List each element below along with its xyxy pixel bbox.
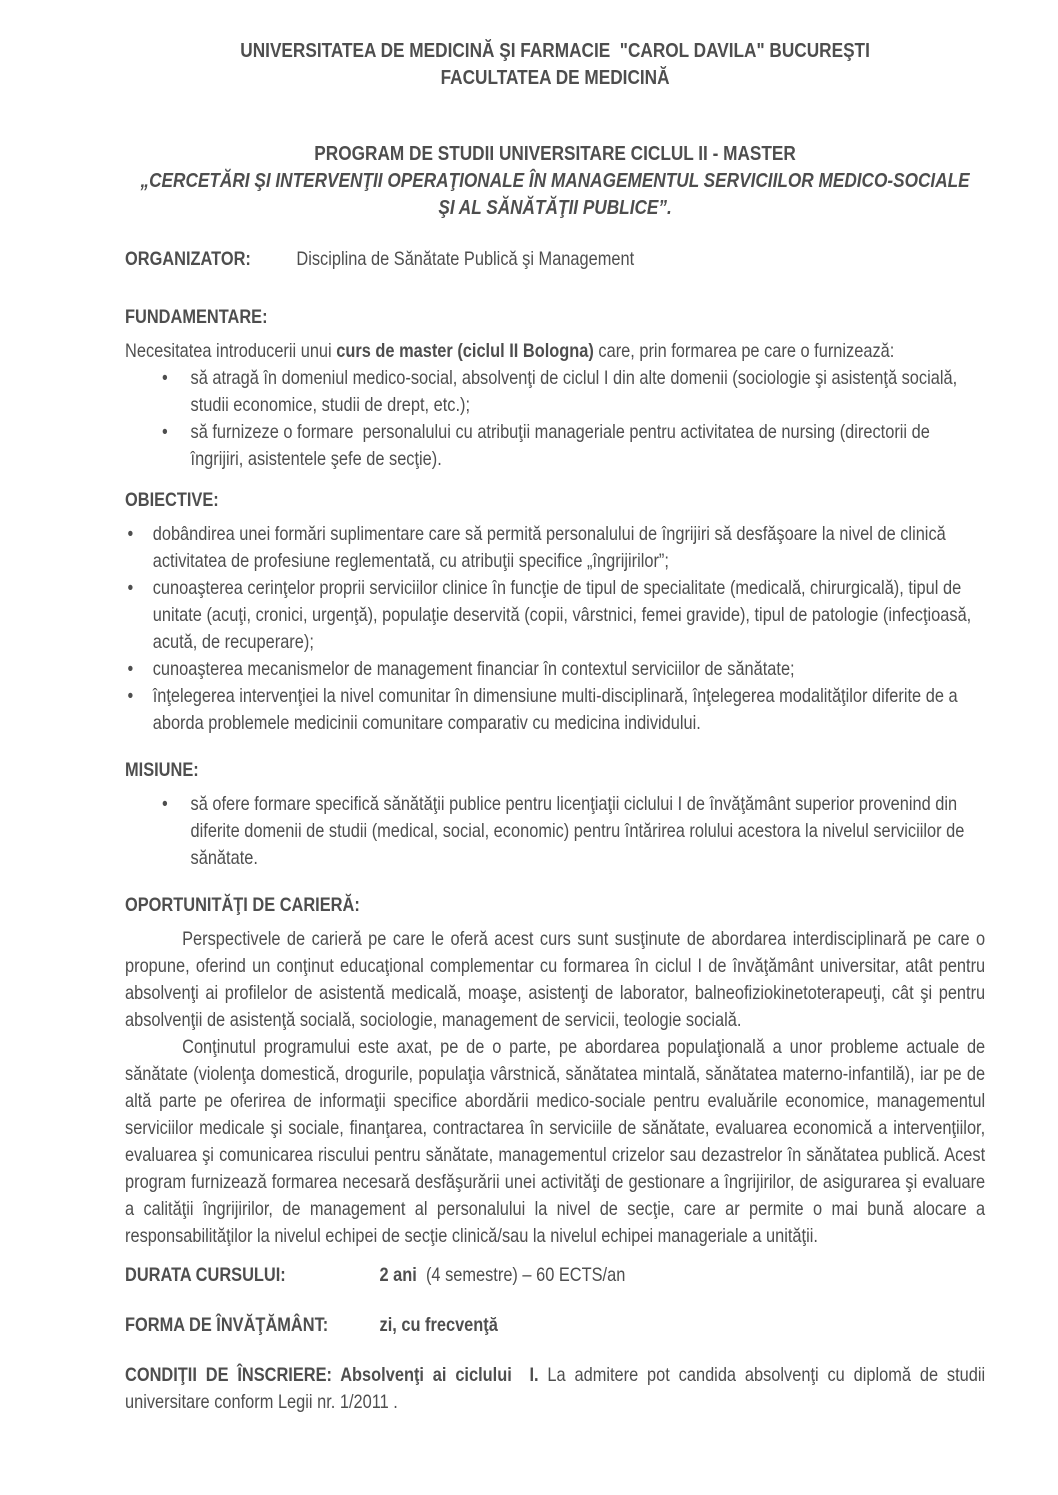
bullet-item bbox=[125, 791, 985, 872]
organizer-label: ORGANIZATOR: bbox=[125, 248, 251, 270]
study-form-value: zi, cu frecvenţă bbox=[379, 1314, 498, 1336]
misiune-list bbox=[125, 791, 985, 872]
enrollment-conditions-bold: CONDIŢII DE ÎNSCRIERE: Absolvenţi ai ciclului I. bbox=[125, 1364, 539, 1386]
bullet-icon: • bbox=[161, 793, 168, 815]
career-heading: OPORTUNITĂŢI DE CARIERĂ: bbox=[125, 894, 360, 916]
bullet-text: înţelegerea intervenţiei la nivel comunitar în dimensiune multi-disciplinară, înţelegerea modalităţilor diferite de a aborda problemele medicinii comunitare comparativ cu medicina individului. bbox=[152, 685, 963, 734]
bullet-icon: • bbox=[161, 367, 168, 389]
fundamentare-list bbox=[125, 365, 985, 473]
bullet-text: să furnizeze o formare personalului cu atribuţii manageriale pentru activitatea de nursing (directorii de îngrijiri, asistentele şefe de secţie). bbox=[190, 421, 935, 470]
misiune-heading: MISIUNE: bbox=[125, 759, 199, 781]
fundamentare-intro bbox=[125, 338, 985, 365]
fundamentare-intro-end: care, prin formarea pe care o furnizează: bbox=[593, 340, 895, 362]
program-name-line-1: „CERCETĂRI ŞI INTERVENŢII OPERAŢIONALE ÎN MANAGEMENTUL SERVICIILOR MEDICO-SOCIALE bbox=[140, 169, 970, 192]
duration-value-rest: (4 semestre) – 60 ECTS/an bbox=[416, 1264, 626, 1286]
document-header bbox=[125, 0, 985, 91]
bullet-text: cunoaşterea cerinţelor proprii serviciilor clinice în funcţie de tipul de specialitate (medicală, chirurgicală), tipul de unitate (acuţi, cronici, urgenţă), populaţie deservită (copii, vârstnici, femei gravide), tipul de patologie (infecţioasă, acută, de recuperare); bbox=[152, 577, 976, 653]
bullet-icon: • bbox=[127, 577, 134, 599]
study-form-row bbox=[125, 1312, 985, 1339]
document-content bbox=[125, 0, 990, 1416]
career-paragraphs bbox=[125, 926, 990, 1250]
bullet-item bbox=[125, 575, 985, 656]
study-form-label: FORMA DE ÎNVĂŢĂMÂNT: bbox=[125, 1314, 329, 1336]
obiective-heading: OBIECTIVE: bbox=[125, 489, 219, 511]
bullet-icon: • bbox=[127, 523, 134, 545]
bullet-icon: • bbox=[127, 658, 134, 680]
faculty-title: FACULTATEA DE MEDICINĂ bbox=[440, 66, 670, 89]
bullet-text: dobândirea unei formări suplimentare care să permită personalului de îngrijiri să desfăşoare la nivel de clinică activitatea de profesiune reglementată, cu atribuţii specifice „îngrijirilor”; bbox=[152, 523, 951, 572]
duration-value-bold: 2 ani bbox=[379, 1264, 417, 1286]
program-name-line-2: ŞI AL SĂNĂTĂŢII PUBLICE”. bbox=[438, 196, 672, 219]
enrollment-conditions bbox=[125, 1362, 990, 1416]
bullet-item bbox=[125, 419, 985, 473]
bullet-item bbox=[125, 656, 985, 683]
fundamentare-intro-bold: curs de master (ciclul II Bologna) bbox=[336, 340, 594, 362]
career-paragraph: Perspectivele de carieră pe care le oferă acest curs sunt susţinute de abordarea interdisciplinară pe care o propune, oferind un conţinut educaţional complementar cu formarea în ciclul I de învăţământ universitar, atât pentru absolvenţi ai profilelor de asistentă medicală, moaşe, asistenţi de laborator, balneofiziokinetoterapeuţi, cât şi pentru absolvenţii de asistenţă socială, sociologie, management de servicii, teologie socială. bbox=[125, 928, 990, 1031]
career-paragraph: Conţinutul programului este axat, pe de o parte, pe abordarea populaţională a unor probleme actuale de sănătate (violenţa domestică, drogurile, populaţia vârstnică, sănătatea mintală, sănătatea materno-infantilă), iar pe de altă parte pe oferirea de informaţii specifice abordării medico-sociale pentru evaluările economice, managementul serviciilor medicale şi sociale, finanţarea, contractarea în serviciile de sănătate, evaluarea economică a intervenţiilor, evaluarea şi comunicarea riscului pentru sănătate, managementul crizelor sau dezastrelor în sănătatea publică. Acest program furnizează formarea necesară desfăşurării unei activităţi de gestionare a îngrijirilor, de asigurarea şi evaluare a calităţii îngrijirilor, de management al personalului la nivel de secţie, care ar permite o mai bună alocare a responsabilităţilor la nivelul echipei de secţie clinică/sau la nivelul echipei manageriale a unităţii. bbox=[125, 1036, 990, 1247]
university-title: UNIVERSITATEA DE MEDICINĂ ŞI FARMACIE "CAROL DAVILA" BUCUREŞTI bbox=[240, 39, 870, 62]
duration-label: DURATA CURSULUI: bbox=[125, 1264, 286, 1286]
bullet-text: să atragă în domeniul medico-social, absolvenţi de ciclul I din alte domenii (sociologie şi asistenţă socială, studii economice, studii de drept, etc.); bbox=[190, 367, 962, 416]
program-title-block bbox=[125, 140, 985, 221]
enrollment-conditions-text: La admitere pot candida absolvenţi cu diplomă de studii universitare conform Legii nr. 1/2011 . bbox=[125, 1364, 990, 1413]
bullet-item bbox=[125, 683, 985, 737]
bullet-item bbox=[125, 365, 985, 419]
obiective-list bbox=[125, 521, 985, 737]
fundamentare-heading: FUNDAMENTARE: bbox=[125, 306, 268, 328]
bullet-icon: • bbox=[161, 421, 168, 443]
bullet-text: cunoaşterea mecanismelor de management financiar în contextul serviciilor de sănătate; bbox=[152, 658, 795, 680]
organizer-value: Disciplina de Sănătate Publică şi Management bbox=[296, 248, 635, 270]
duration-value bbox=[380, 1264, 626, 1286]
duration-row bbox=[125, 1262, 985, 1289]
bullet-text: să ofere formare specifică sănătăţii publice pentru licenţiaţii ciclului I de învăţământ superior provenind din diferite domenii de studii (medical, social, economic) pentru întărirea rolului acestora la nivelul serviciilor de sănătate. bbox=[190, 793, 969, 869]
bullet-item bbox=[125, 521, 985, 575]
fundamentare-intro-start: Necesitatea introducerii unui bbox=[125, 340, 337, 362]
program-degree-line: PROGRAM DE STUDII UNIVERSITARE CICLUL II - MASTER bbox=[314, 142, 796, 165]
organizer-row bbox=[125, 246, 985, 273]
bullet-icon: • bbox=[127, 685, 134, 707]
